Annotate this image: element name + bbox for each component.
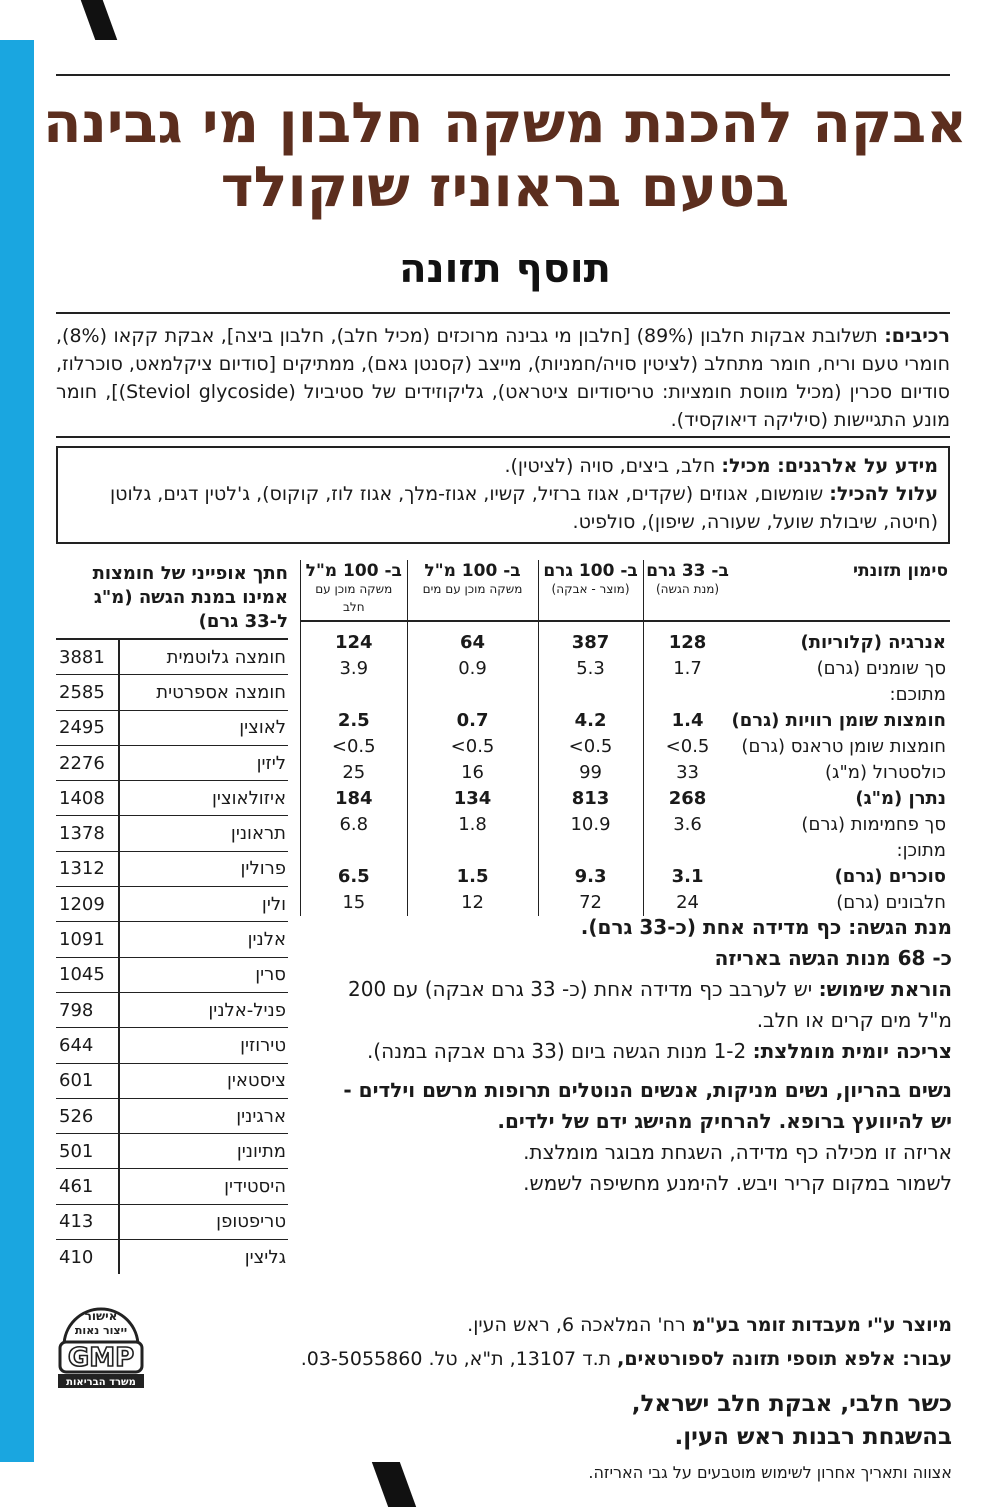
nutrition-value-per-100g: 9.3 <box>538 864 643 890</box>
nutrition-value-milk <box>301 682 408 708</box>
top-white-strip <box>0 0 1004 40</box>
amino-name: לאוצין <box>119 710 288 745</box>
amino-row <box>56 816 288 851</box>
nutrition-row <box>301 682 951 708</box>
nutrition-value-water: 0.7 <box>407 708 538 734</box>
distributor-label: עבור: אלפא תוספי תזונה לספורטאים, <box>617 1348 952 1370</box>
amino-value: 2495 <box>56 710 119 745</box>
amino-name: חומצה אספרטית <box>119 675 288 710</box>
nutrition-value-water: 16 <box>407 760 538 786</box>
amino-row <box>56 1240 288 1275</box>
nutrition-value-per-100g: 4.2 <box>538 708 643 734</box>
nutrition-value-serving: 128 <box>643 621 732 656</box>
nutrition-header-label: סימון תזונתי <box>732 560 950 621</box>
nutrition-value-per-100g: 387 <box>538 621 643 656</box>
nutrition-value-water <box>407 682 538 708</box>
distributor-address: ת.ד 13107, ת"א, טל. 03-5055860. <box>300 1348 612 1370</box>
amino-row <box>56 640 288 675</box>
nutrition-value-water: 134 <box>407 786 538 812</box>
allergen-contains-label: מידע על אלרגנים: מכיל: <box>721 455 938 477</box>
nutrition-value-milk: 184 <box>301 786 408 812</box>
allergen-may-text: שומשום, אגוזים (שקדים, אגוז ברזיל, קשיו, אגוז-מלך, אגוז לוז, קוקוס), ג'לטין דגים, גלוטן (חיטה, שיבולת שועל, שעורה, שיפון), סולפיט. <box>109 483 938 533</box>
serving-info <box>322 912 952 1199</box>
kosher-line2: בהשגחת רבנות ראש העין. <box>674 1424 952 1450</box>
amino-value: 526 <box>56 1098 119 1133</box>
nutrition-value-milk: 25 <box>301 760 408 786</box>
nutrition-value-per-100g <box>538 838 643 864</box>
allergen-box <box>56 446 950 544</box>
nutrition-row <box>301 621 951 656</box>
gmp-seal-top1: אישור <box>84 1309 118 1323</box>
nutrition-value-water: 64 <box>407 621 538 656</box>
nutrition-value-water: 1.5 <box>407 864 538 890</box>
serving-count: כ- 68 מנות הגשה באריזה <box>714 946 952 970</box>
nutrition-value-per-100g: 5.3 <box>538 656 643 682</box>
nutrition-value-serving: 24 <box>643 890 732 916</box>
nutrition-row-label: סך שומנים (גרם) <box>816 658 946 679</box>
nutrition-value-milk: 124 <box>301 621 408 656</box>
amino-row <box>56 887 288 922</box>
nutrition-value-milk: 0.5> <box>301 734 408 760</box>
serving-size: מנת הגשה: כף מדידה אחת (כ-33 גרם). <box>580 915 952 939</box>
nutrition-value-serving: 268 <box>643 786 732 812</box>
amino-value: 461 <box>56 1169 119 1204</box>
nutrition-value-per-100g: 72 <box>538 890 643 916</box>
amino-row <box>56 957 288 992</box>
amino-header: חתך אופייני של חומצות אמינו במנת הגשה (מ"ג ל-33 גרם) <box>56 562 288 640</box>
nutrition-header-row <box>301 560 951 621</box>
nutrition-value-water: 1.8 <box>407 812 538 838</box>
allergen-may-label: עלול להכיל: <box>829 483 938 505</box>
manufacturer <box>200 1308 952 1342</box>
amino-value: 601 <box>56 1063 119 1098</box>
nutrition-value-serving: 1.4 <box>643 708 732 734</box>
nutrition-header-milk: ב- 100 מ"ל משקה מוכן עם חלב <box>301 560 408 621</box>
usage-instructions <box>322 974 952 1036</box>
ingredients-text: תשלובת אבקות חלבון (89%) [חלבון מי גבינה מרוכזים (מכיל חלב), חלבון ביצה], אבקת קקאו (8%), חומרי טעם וריח, חומר מתחלב (לציטין סויה/חמניות), מייצב (קסנטן גאם), ממתיקים [סודיום ציקלמאט, סוכרלוז, סודיום סכרין (מכיל מווסת חומציות: טריסודיום ציטראט), גליקוזידים של סטיביול (Steviol glycoside)], חומר מונע התגיישות (סיליקה דיאוקסיד). <box>56 325 950 431</box>
nutrition-row <box>301 786 951 812</box>
nutrition-value-per-100g <box>538 682 643 708</box>
kosher-statement <box>400 1388 952 1454</box>
amino-row <box>56 922 288 957</box>
amino-row <box>56 1204 288 1239</box>
product-title <box>40 92 970 220</box>
amino-value: 1091 <box>56 922 119 957</box>
amino-name: איזולאוצין <box>119 781 288 816</box>
amino-name: טריפטופן <box>119 1204 288 1239</box>
gmp-seal-icon <box>54 1300 148 1392</box>
nutrition-value-per-100g: 0.5> <box>538 734 643 760</box>
amino-row <box>56 675 288 710</box>
amino-name: גליצין <box>119 1240 288 1275</box>
producer-info <box>200 1308 952 1376</box>
nutrition-value-milk: 3.9 <box>301 656 408 682</box>
ingredients-block <box>56 322 950 434</box>
gmp-seal-mark: GMP <box>67 1343 135 1373</box>
amino-name: ולין <box>119 887 288 922</box>
amino-row <box>56 710 288 745</box>
gmp-seal-bottom: משרד הבריאות <box>66 1377 136 1388</box>
nutrition-row <box>301 864 951 890</box>
kosher-line1: כשר חלבי, אבקת חלב ישראל, <box>631 1391 952 1417</box>
nutrition-value-water: 0.9 <box>407 656 538 682</box>
nutrition-value-serving: 3.1 <box>643 864 732 890</box>
nutrition-row <box>301 760 951 786</box>
daily-intake <box>322 1036 952 1067</box>
nutrition-value-milk: 6.5 <box>301 864 408 890</box>
nutrition-header-serving: ב- 33 גרם (מנת הגשה) <box>643 560 732 621</box>
amino-row <box>56 1134 288 1169</box>
amino-name: ליזין <box>119 745 288 780</box>
nutrition-row-label: חומצות שומן טראנס (גרם) <box>741 736 946 757</box>
ingredients-label: רכיבים: <box>884 325 950 347</box>
amino-value: 501 <box>56 1134 119 1169</box>
amino-name: היסטידין <box>119 1169 288 1204</box>
top-rule <box>56 74 950 76</box>
nutrition-row-label: סוכרים (גרם) <box>834 866 946 887</box>
nutrition-value-milk: 6.8 <box>301 812 408 838</box>
nutrition-value-milk: 15 <box>301 890 408 916</box>
amino-value: 413 <box>56 1204 119 1239</box>
warning-text: נשים בהריון, נשים מניקות, אנשים הנוטלים תרופות מרשם וילדים - יש להיוועץ ברופא. להרחיק מהישג ידם של ילדים. <box>343 1078 952 1133</box>
nutrition-header-water: ב- 100 מ"ל משקה מוכן עם מים <box>407 560 538 621</box>
amino-value: 1045 <box>56 957 119 992</box>
amino-row <box>56 851 288 886</box>
product-title-line1: אבקה להכנת משקה חלבון מי גבינה <box>43 91 967 156</box>
amino-value: 2585 <box>56 675 119 710</box>
amino-row <box>56 1098 288 1133</box>
allergen-may-contain <box>68 480 938 536</box>
amino-name: סרין <box>119 957 288 992</box>
nutrition-row-label: נתרן (מ"ג) <box>855 788 946 809</box>
nutrition-value-serving: 0.5> <box>643 734 732 760</box>
amino-name: טירוזין <box>119 1028 288 1063</box>
amino-name: ארגינין <box>119 1098 288 1133</box>
amino-name: תראונין <box>119 816 288 851</box>
nutrition-value-serving: 3.6 <box>643 812 732 838</box>
amino-row <box>56 1169 288 1204</box>
nutrition-row <box>301 734 951 760</box>
nutrition-row-label: סך פחמימות (גרם) <box>801 814 946 835</box>
nutrition-value-serving <box>643 682 732 708</box>
manufacturer-address: רח' המלאכה 6, ראש העין. <box>467 1314 686 1336</box>
nutrition-value-water <box>407 838 538 864</box>
batch-note: אצווה ותאריך אחרון לשימוש מוטבעים על גבי האריזה. <box>588 1463 952 1482</box>
nutrition-row <box>301 708 951 734</box>
nutrition-row <box>301 656 951 682</box>
amino-value: 1408 <box>56 781 119 816</box>
amino-value: 1312 <box>56 851 119 886</box>
nutrition-value-serving <box>643 838 732 864</box>
nutrition-row-label: מתוכם: <box>889 684 946 705</box>
nutrition-header-100g: ב- 100 גרם (מוצר - אבקה) <box>538 560 643 621</box>
amino-row <box>56 781 288 816</box>
amino-name: פרולין <box>119 851 288 886</box>
amino-row <box>56 1063 288 1098</box>
nutrition-value-water: 12 <box>407 890 538 916</box>
nutrition-value-per-100g: 99 <box>538 760 643 786</box>
title-rule <box>56 312 950 314</box>
nutrition-row-label: כולסטרול (מ"ג) <box>825 762 946 783</box>
amino-name: מתיונין <box>119 1134 288 1169</box>
manufacturer-label: מיוצר ע"י מעבדות זומר בע"מ <box>691 1314 952 1336</box>
nutrition-value-milk <box>301 838 408 864</box>
nutrition-table <box>300 560 950 916</box>
nutrition-value-serving: 33 <box>643 760 732 786</box>
nutrition-value-per-100g: 813 <box>538 786 643 812</box>
nutrition-row <box>301 838 951 864</box>
nutrition-row-label: מתוכן: <box>896 840 946 861</box>
amino-name: אלנין <box>119 922 288 957</box>
amino-name: פניל-אלנין <box>119 992 288 1027</box>
ingredients-rule <box>56 436 950 438</box>
amino-row <box>56 992 288 1027</box>
product-title-line2: בטעם בראוניז שוקולד <box>220 155 790 220</box>
allergen-contains-text: חלב, ביצים, סויה (לציטין). <box>504 455 716 477</box>
usage-label: הוראת שימוש: <box>818 977 952 1001</box>
nutrition-value-per-100g: 10.9 <box>538 812 643 838</box>
nutrition-value-milk: 2.5 <box>301 708 408 734</box>
nutrition-row-label: חומצות שומן רוויות (גרם) <box>731 710 946 731</box>
daily-label: צריכה יומית מומלצת: <box>752 1039 952 1063</box>
measuring-spoon-note: אריזה זו מכילה כף מדידה, השגחת מבוגר מומלצת. <box>523 1140 952 1164</box>
gmp-seal-top2: ייצור נאות <box>74 1324 128 1337</box>
amino-value: 3881 <box>56 640 119 675</box>
amino-value: 2276 <box>56 745 119 780</box>
nutrition-value-serving: 1.7 <box>643 656 732 682</box>
amino-value: 644 <box>56 1028 119 1063</box>
daily-text: 1-2 מנות הגשה ביום (33 גרם אבקה במנה). <box>366 1039 747 1063</box>
storage-note: לשמור במקום קריר ויבש. להימנע מחשיפה לשמש. <box>523 1171 952 1195</box>
product-subtitle: תוסף תזונה <box>399 246 611 292</box>
nutrition-row-label: חלבונים (גרם) <box>836 892 946 913</box>
allergen-contains <box>68 452 938 480</box>
distributor <box>200 1342 952 1376</box>
amino-row <box>56 745 288 780</box>
amino-name: חומצה גלוטמית <box>119 640 288 675</box>
amino-row <box>56 1028 288 1063</box>
usage-text: יש לערבב כף מדידה אחת (כ- 33 גרם אבקה) עם 200 מ"ל מים קרים או חלב. <box>348 977 952 1032</box>
amino-name: ציסטאין <box>119 1063 288 1098</box>
nutrition-row <box>301 812 951 838</box>
nutrition-row-label: אנרגיה (קלוריות) <box>800 632 946 653</box>
amino-value: 410 <box>59 1246 94 1268</box>
nutrition-value-water: 0.5> <box>407 734 538 760</box>
amino-acid-table <box>56 562 288 1274</box>
amino-value: 1209 <box>56 887 119 922</box>
amino-value: 798 <box>56 992 119 1027</box>
amino-value: 1378 <box>56 816 119 851</box>
